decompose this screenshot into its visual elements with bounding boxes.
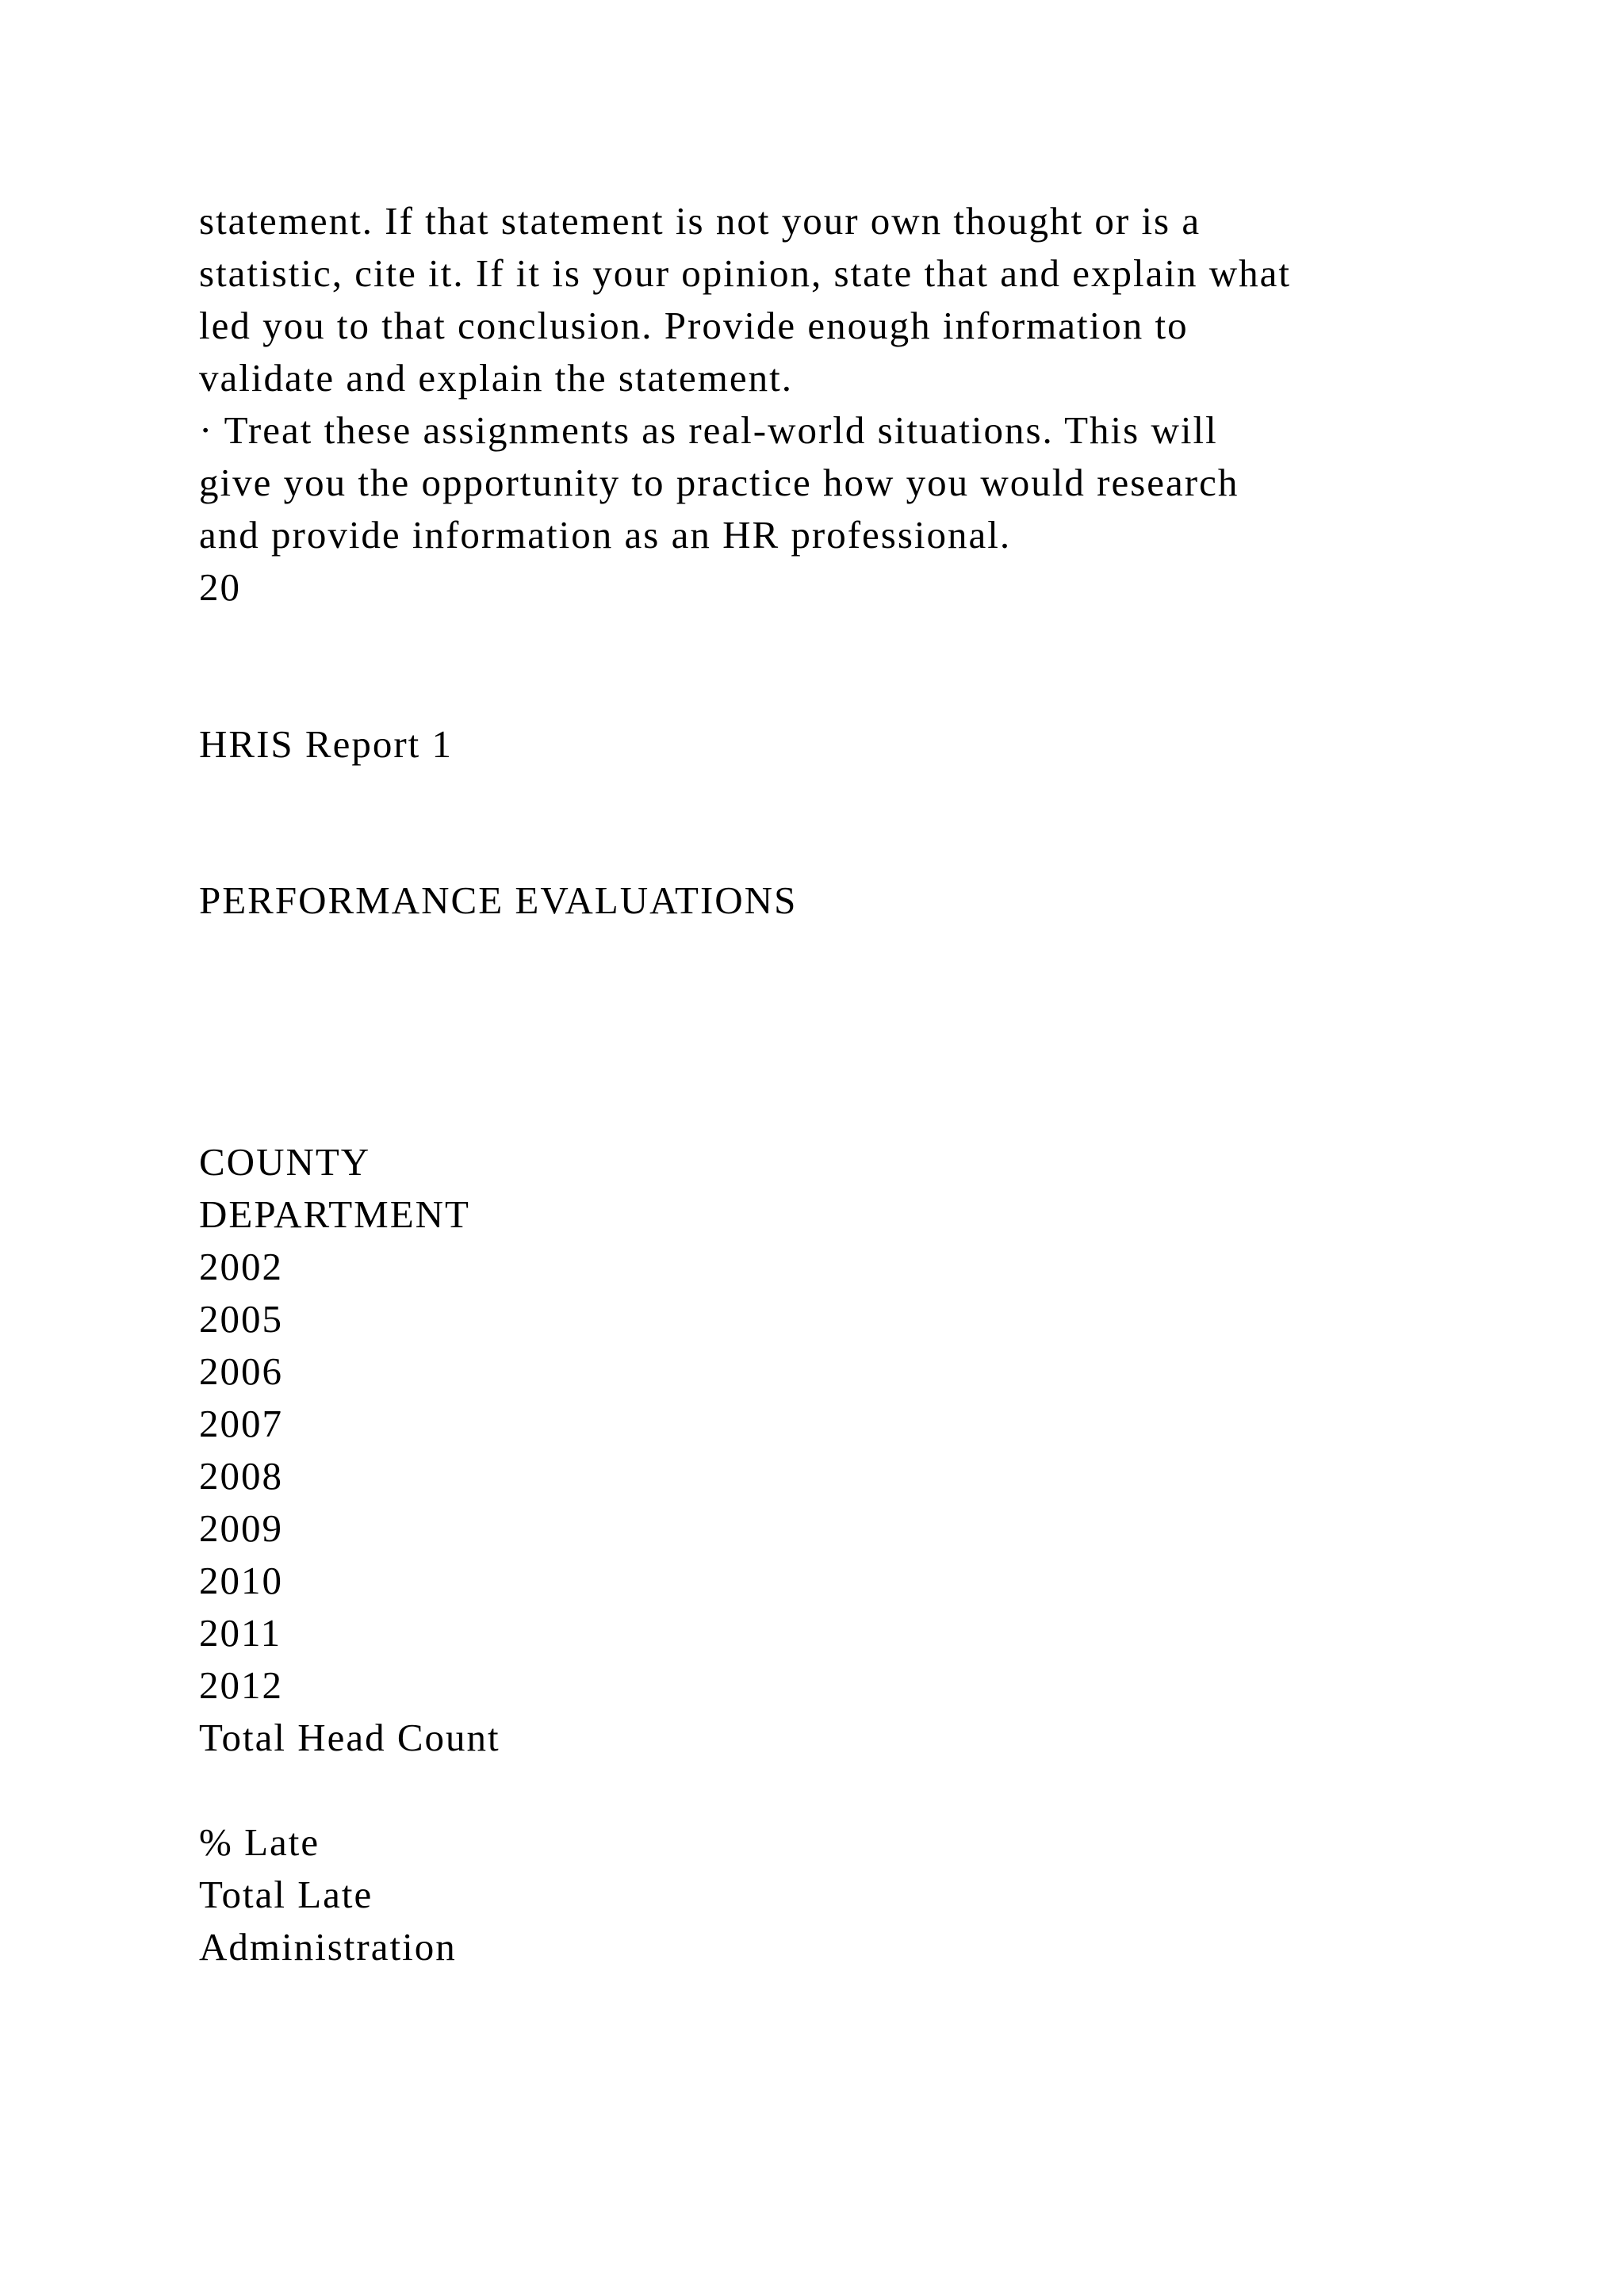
year-column-header: 2012 [199, 1663, 283, 1707]
intro-line: led you to that conclusion. Provide enough information to [199, 304, 1189, 347]
intro-line: statistic, cite it. If it is your opinion, state that and explain what [199, 251, 1291, 295]
year-column-header: 2011 [199, 1611, 282, 1655]
year-column-header: 2002 [199, 1245, 283, 1288]
year-column-header: 2008 [199, 1454, 283, 1498]
table-header-county: COUNTY [199, 1140, 371, 1184]
blank-line [199, 1764, 1484, 1816]
bullet-line: · Treat these assignments as real-world situations. This will [199, 408, 1218, 452]
bullet-line: give you the opportunity to practice how you would research [199, 461, 1239, 504]
year-column-header: 2009 [199, 1506, 283, 1550]
total-late-header: Total Late [199, 1873, 373, 1916]
points-value: 20 [199, 565, 241, 609]
section-heading-text: PERFORMANCE EVALUATIONS [199, 878, 798, 922]
percent-late-header: % Late [199, 1820, 320, 1864]
intro-paragraph [199, 195, 1484, 614]
report-title-text: HRIS Report 1 [199, 722, 453, 766]
year-column-header: 2006 [199, 1349, 283, 1393]
total-head-count-header: Total Head Count [199, 1716, 500, 1759]
year-column-header: 2007 [199, 1402, 283, 1445]
table-header-department: DEPARTMENT [199, 1192, 470, 1236]
report-title [199, 718, 1484, 771]
bullet-line: and provide information as an HR professional. [199, 513, 1012, 557]
intro-line: statement. If that statement is not your own thought or is a [199, 199, 1201, 243]
year-column-header: 2010 [199, 1559, 283, 1602]
intro-line: validate and explain the statement. [199, 356, 793, 400]
department-row-label: Administration [199, 1925, 457, 1969]
performance-table [199, 1136, 1484, 1973]
section-heading [199, 874, 1484, 927]
year-column-header: 2005 [199, 1297, 283, 1341]
